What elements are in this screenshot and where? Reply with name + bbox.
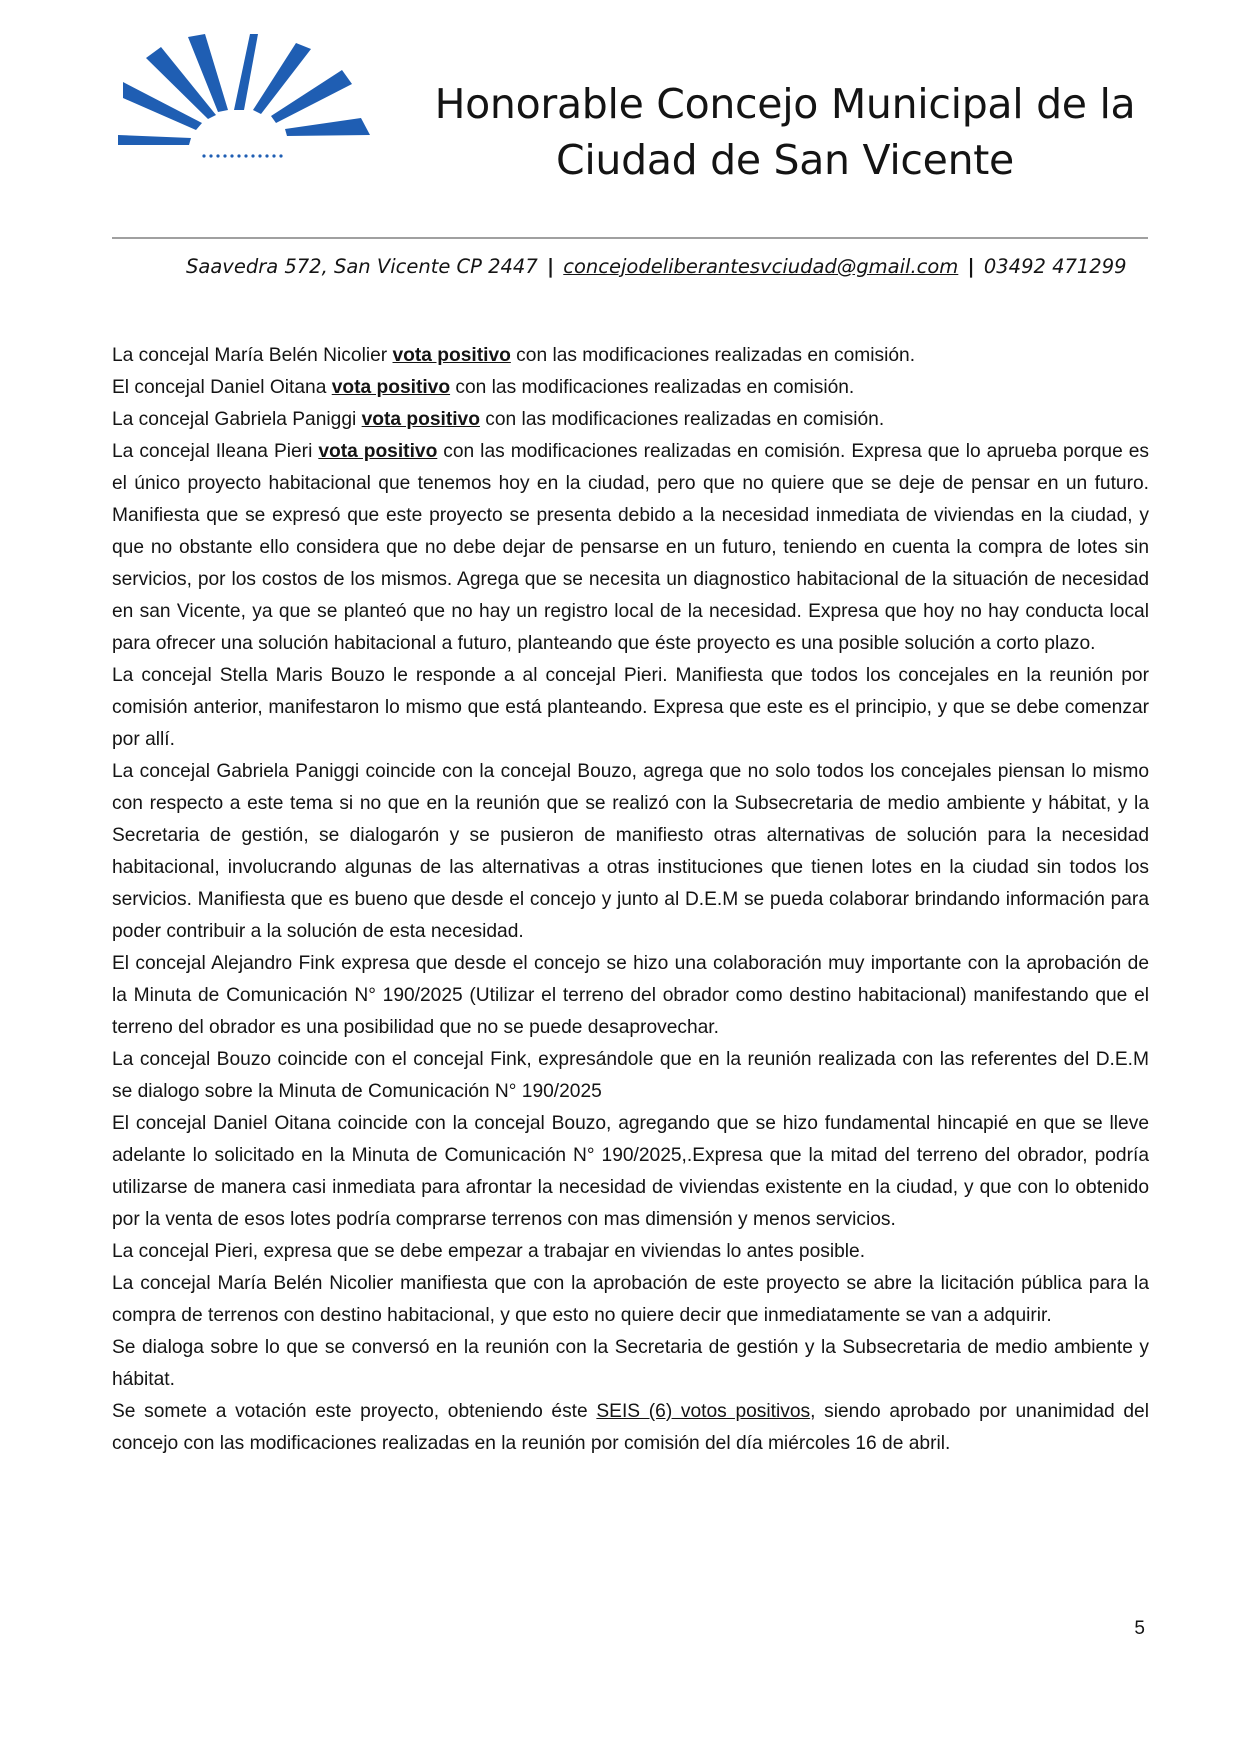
- vote-emphasis: vota positivo: [361, 409, 480, 430]
- sun-rays: [118, 34, 370, 145]
- body-paragraph: [112, 1396, 1149, 1460]
- paragraph-text: Se dialoga sobre lo que se conversó en la reunión con la Secretaria de gestión y la Subsecretaria de medio ambiente y hábitat.: [112, 1337, 1149, 1390]
- paragraph-text: con las modificaciones realizadas en comisión.: [510, 345, 916, 366]
- vote-emphasis: vota positivo: [318, 441, 438, 462]
- minutes-body: [112, 340, 1149, 1460]
- paragraph-text: La concejal Ileana Pieri: [112, 441, 319, 462]
- paragraph-text: , siendo aprobado por unanimidad del concejo con las modificaciones realizadas en la reunión por comisión del día miércoles 16 de abril.: [112, 1401, 1149, 1454]
- body-paragraph: [112, 404, 1149, 436]
- paragraph-text: con las modificaciones realizadas en comisión.: [450, 377, 855, 398]
- separator: |: [546, 255, 555, 278]
- paragraph-text: El concejal Daniel Oitana coincide con la concejal Bouzo, agregando que se hizo fundamental hincapié en que se lleve adelante lo solicitado en la Minuta de Comunicación N° 190/2025,.Expresa que la mitad del terreno del obrador, podría utilizarse de manera casi inmediata para afrontar la necesidad de viviendas existente en la ciudad, y que con lo obtenido por la venta de esos lotes podría comprarse terrenos con mas dimensión y menos servicios.: [112, 1113, 1149, 1230]
- council-sun-logo: [118, 34, 402, 182]
- paragraph-text: La concejal María Belén Nicolier: [112, 345, 393, 366]
- page-number: 5: [1134, 1618, 1145, 1639]
- body-paragraph: [112, 1044, 1149, 1108]
- paragraph-text: La concejal Gabriela Paniggi coincide con la concejal Bouzo, agrega que no solo todos los concejales piensan lo mismo con respecto a este tema si no que en la reunión que se realizó con la Subsecretaria de medio ambiente y hábitat, y la Secretaria de gestión, se dialogarón y se pusieron de manifiesto otras alternativas de solución para la necesidad habitacional, involucrando algunas de las alternativas a otras instituciones que tienen lotes en la ciudad sin todos los servicios. Manifiesta que es bueno que desde el concejo y junto al D.E.M se pueda colaborar brindando información para poder contribuir a la solución de esta necesidad.: [112, 761, 1149, 942]
- vote-emphasis: vota positivo: [392, 345, 511, 366]
- paragraph-text: La concejal Stella Maris Bouzo le responde a al concejal Pieri. Manifiesta que todos los concejales en la reunión por comisión anterior, manifestaron lo mismo que está planteando. Expresa que este es el principio, y que se debe comenzar por allí.: [112, 665, 1149, 750]
- vote-emphasis: vota positivo: [331, 377, 451, 398]
- body-paragraph: [112, 340, 1149, 372]
- paragraph-text: La concejal María Belén Nicolier manifiesta que con la aprobación de este proyecto se abre la licitación pública para la compra de terrenos con destino habitacional, y que esto no quiere decir que inmediatamente se van a adquirir.: [112, 1273, 1149, 1326]
- vote-result-emphasis: SEIS (6) votos positivos: [596, 1401, 811, 1422]
- body-paragraph: [112, 660, 1149, 756]
- body-paragraph: [112, 1108, 1149, 1236]
- body-paragraph: [112, 1236, 1149, 1268]
- email-link[interactable]: concejodeliberantesvciudad@gmail.com: [563, 255, 959, 278]
- body-paragraph: [112, 1332, 1149, 1396]
- paragraph-text: La concejal Pieri, expresa que se debe empezar a trabajar en viviendas lo antes posible.: [112, 1241, 866, 1262]
- paragraph-text: Se somete a votación este proyecto, obteniendo éste: [112, 1401, 597, 1422]
- paragraph-text: con las modificaciones realizadas en comisión.: [479, 409, 885, 430]
- paragraph-text: El concejal Daniel Oitana: [112, 377, 332, 398]
- title-line-2: Ciudad de San Vicente: [556, 136, 1014, 184]
- paragraph-text: El concejal Alejandro Fink expresa que desde el concejo se hizo una colaboración muy importante con la aprobación de la Minuta de Comunicación N° 190/2025 (Utilizar el terreno del obrador como destino habitacional) manifestando que el terreno del obrador es una posibilidad que no se puede desaprovechar.: [112, 953, 1149, 1038]
- phone-text: 03492 471299: [983, 255, 1127, 278]
- body-paragraph: [112, 1268, 1149, 1332]
- separator: |: [967, 255, 975, 278]
- header-divider: [112, 237, 1148, 239]
- body-paragraph: [112, 948, 1149, 1044]
- contact-line: [186, 253, 1146, 281]
- body-paragraph: [112, 756, 1149, 948]
- paragraph-text: La concejal Gabriela Paniggi: [112, 409, 362, 430]
- paragraph-text: con las modificaciones realizadas en comisión. Expresa que lo aprueba porque es el único proyecto habitacional que tenemos hoy en la ciudad, pero que no quiere que se deje de pensar en un futuro. Manifiesta que se expresó que este proyecto se presenta debido a la necesidad inmediata de viviendas en la ciudad, y que no obstante ello considera que no debe dejar de pensarse en un futuro, teniendo en cuenta la compra de lotes sin servicios, por los costos de los mismos. Agrega que se necesita un diagnostico habitacional de la situación de necesidad en san Vicente, ya que se planteó que no hay un registro local de la necesidad. Expresa que hoy no hay conducta local para ofrecer una solución habitacional a futuro, planteando que éste proyecto es una posible solución a corto plazo.: [112, 441, 1149, 654]
- body-paragraph: [112, 436, 1149, 660]
- paragraph-text: La concejal Bouzo coincide con el concejal Fink, expresándole que en la reunión realizada con las referentes del D.E.M se dialogo sobre la Minuta de Comunicación N° 190/2025: [112, 1049, 1149, 1102]
- title-line-1: Honorable Concejo Municipal de la: [434, 80, 1136, 128]
- council-title: [405, 76, 1165, 188]
- address-text: Saavedra 572, San Vicente CP 2447: [186, 255, 538, 278]
- body-paragraph: [112, 372, 1149, 404]
- horizon-dots: [202, 154, 282, 157]
